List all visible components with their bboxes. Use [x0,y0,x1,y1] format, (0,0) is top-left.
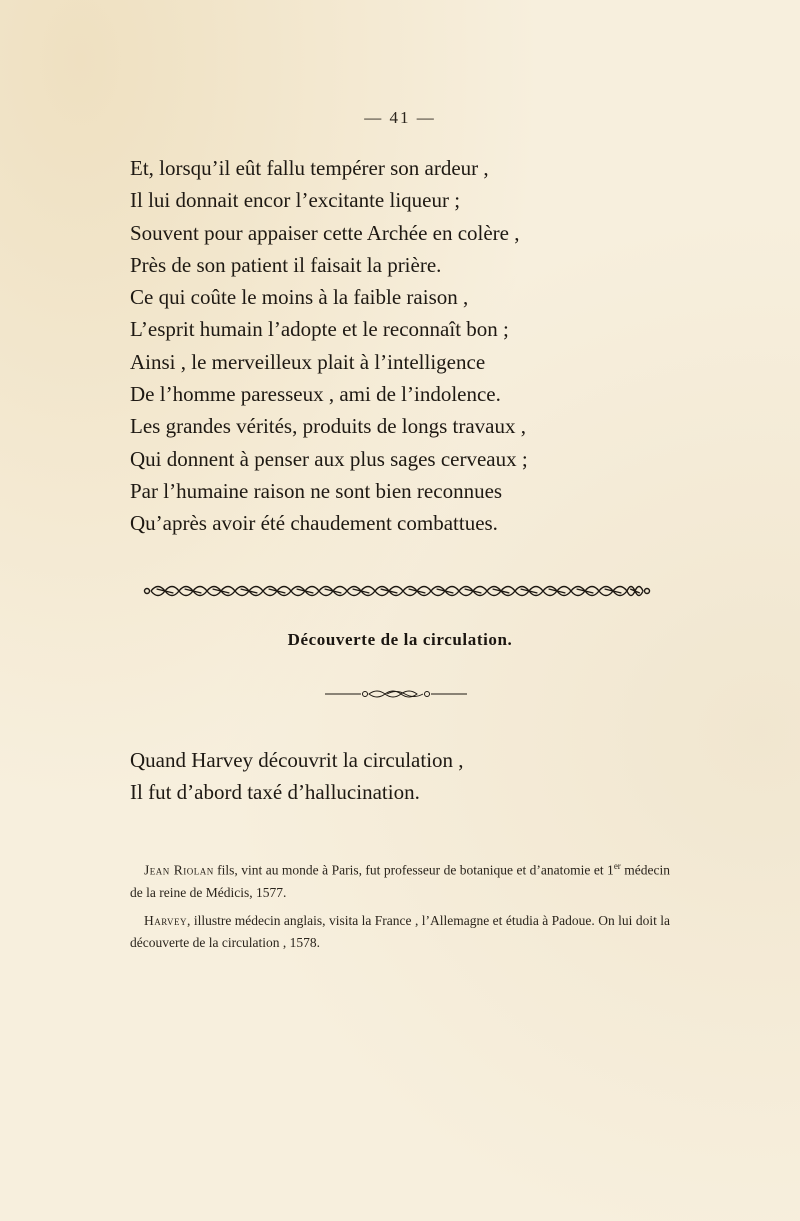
verse-line: Qu’après avoir été chaudement combattues. [130,511,498,536]
verse-line: Il fut d’abord taxé d’hallucination. [130,780,420,805]
footnote-harvey [130,910,670,954]
verse-line: Près de son patient il faisait la prière. [130,252,442,277]
verse-line: L’esprit humain l’adopte et le reconnaît bon ; [130,317,509,342]
verse-line: Ainsi , le merveilleux plait à l’intelligence [130,349,486,374]
verse-line: Quand Harvey découvrit la circulation , [130,748,464,772]
footnote-text: , illustre médecin anglais, visita la France , l’Allemagne et étudia à Padoue. On lui doit la découverte de la circulation , 1578. [130,912,670,950]
footnote-text: médecin de la reine de Médicis, 1577. [130,862,671,900]
footnote-text: fils, vint au monde à Paris, fut professeur de botanique et d’anatomie et 1 [213,862,614,878]
verse-line: Les grandes vérités, produits de longs travaux , [130,414,526,439]
footnotes [130,855,670,960]
footnote-superscript: er [613,861,621,871]
verse-block-2 [130,744,690,809]
verse-line: Qui donnent à penser aux plus sages cerveaux ; [130,446,528,471]
verse-line: Par l’humaine raison ne sont bien reconnues [130,478,503,503]
verse-line: Souvent pour appaiser cette Archée en colère , [130,220,520,245]
verse-line: Ce qui coûte le moins à la faible raison , [130,285,469,310]
section-heading: Découverte de la circulation. [287,630,513,649]
footnote-name: Jean Riolan [144,862,214,878]
ornamental-chain-rule [143,580,651,602]
page-number: — 41 — [364,108,436,127]
footnote-riolan [130,855,670,904]
verse-line: De l’homme paresseux , ami de l’indolence. [130,382,501,407]
verse-line: Il lui donnait encor l’excitante liqueur ; [130,188,461,213]
footnote-name: Harvey [144,912,188,928]
verse-block [130,152,690,540]
small-ornament-divider [325,686,467,702]
verse-line: Et, lorsqu’il eût fallu tempérer son ardeur , [130,156,489,180]
